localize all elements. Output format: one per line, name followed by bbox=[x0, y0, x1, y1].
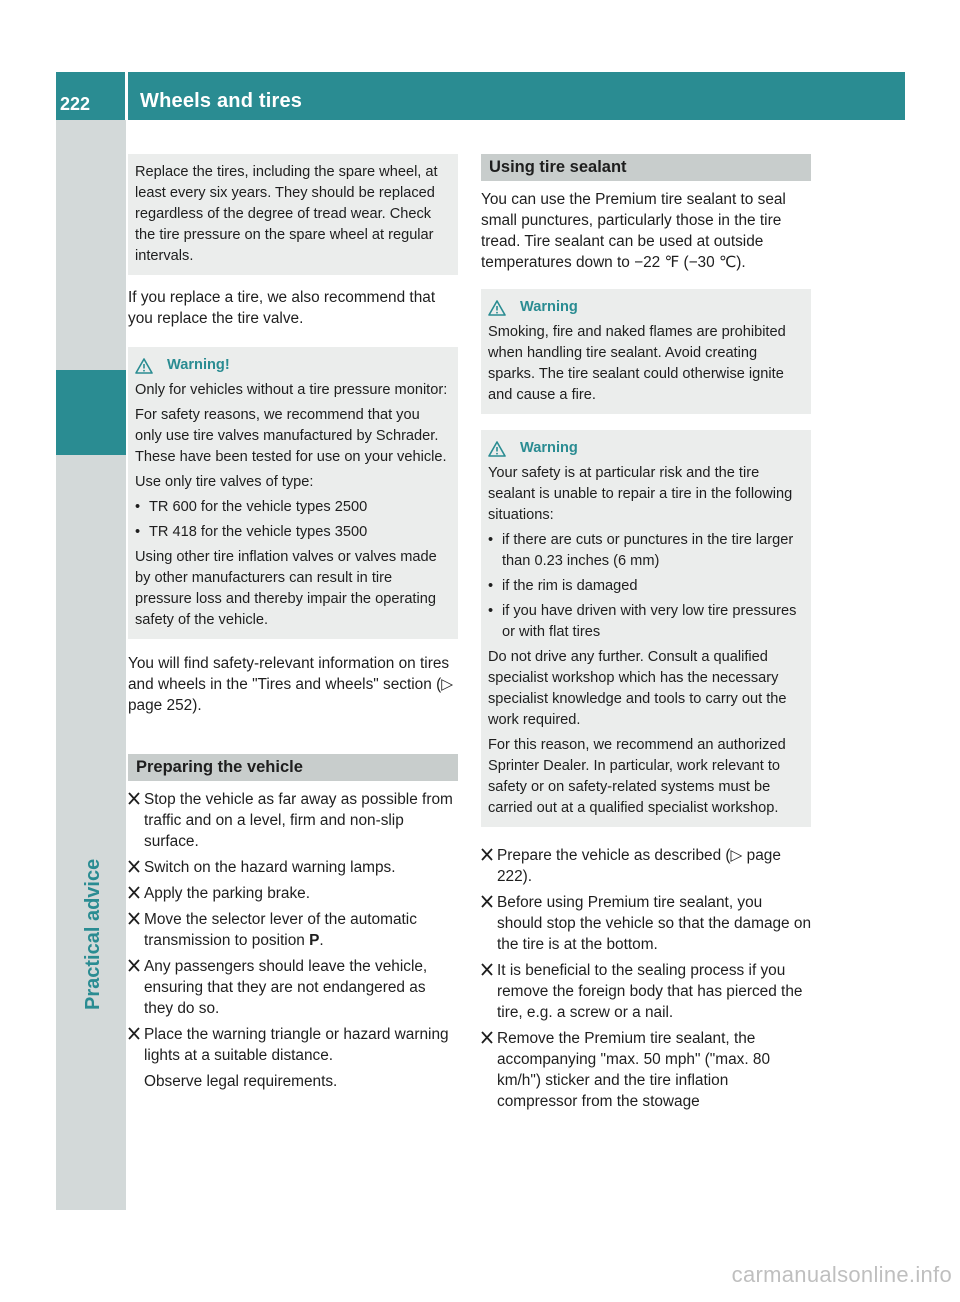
warning-box-valves bbox=[128, 347, 458, 639]
warning-text: For safety reasons, we recommend that you only use tire valves manufactured by Schrader. These have been tested for use on your vehicle. bbox=[135, 407, 447, 465]
bullet-item: • TR 418 for the vehicle types 3500 bbox=[135, 524, 368, 540]
header-divider bbox=[125, 72, 128, 120]
step-item: Place the warning triangle or hazard warning lights at a suitable distance. bbox=[128, 1024, 458, 1066]
step-x-icon bbox=[481, 963, 493, 976]
step-item: Stop the vehicle as far away as possible from traffic and on a level, firm and non-slip surface. bbox=[128, 789, 458, 852]
step-x-icon bbox=[481, 848, 493, 861]
step-item: It is beneficial to the sealing process if you remove the foreign body that has pierced the tire, e.g. a screw or a nail. bbox=[481, 960, 811, 1023]
warning-triangle-icon bbox=[488, 441, 506, 457]
right-column bbox=[481, 154, 811, 1117]
step-item: Any passengers should leave the vehicle, ensuring that they are not endangered as they do so. bbox=[128, 956, 458, 1019]
left-column bbox=[128, 154, 458, 1092]
side-tab-marker bbox=[56, 370, 126, 455]
warning-text: Do not drive any further. Consult a qualified specialist workshop which has the necessary specialist knowledge and tools to carry out the work required. bbox=[488, 649, 787, 728]
step-x-icon bbox=[128, 860, 140, 873]
warning-triangle-icon bbox=[135, 358, 153, 374]
section-heading-sealant: Using tire sealant bbox=[481, 154, 811, 181]
warning-text: Your safety is at particular risk and the tire sealant is unable to repair a tire in the following situations: bbox=[488, 465, 793, 523]
valve-paragraph: If you replace a tire, we also recommend that you replace the tire valve. bbox=[128, 289, 436, 327]
warning-title: Warning bbox=[488, 297, 803, 318]
info-paragraph: You will find safety-relevant information on tires and wheels in the "Tires and wheels" section (▷ page 252). bbox=[128, 655, 454, 714]
warning-text: Smoking, fire and naked flames are prohibited when handling tire sealant. Avoid creating sparks. The tire sealant could otherwise ignite and cause a fire. bbox=[488, 324, 786, 403]
warning-text: Use only tire valves of type: bbox=[135, 474, 314, 490]
step-x-icon bbox=[481, 1031, 493, 1044]
warning-title: Warning bbox=[488, 438, 803, 459]
intro-box bbox=[128, 154, 458, 275]
step-item: Remove the Premium tire sealant, the accompanying "max. 50 mph" ("max. 80 km/h") sticker and the tire inflation compressor from the stowage bbox=[481, 1028, 811, 1112]
section-heading-preparing: Preparing the vehicle bbox=[128, 754, 458, 781]
step-item: Before using Premium tire sealant, you should stop the vehicle so that the damage on the tire is at the bottom. bbox=[481, 892, 811, 955]
step-item: Switch on the hazard warning lamps. bbox=[128, 857, 458, 878]
step-item: Prepare the vehicle as described (▷ page 222). bbox=[481, 845, 811, 887]
warning-box-fire bbox=[481, 289, 811, 414]
step-x-icon bbox=[128, 792, 140, 805]
warning-box-limits bbox=[481, 430, 811, 827]
step-item: Apply the parking brake. bbox=[128, 883, 458, 904]
step-note: Observe legal requirements. bbox=[144, 1073, 338, 1090]
page-title: Wheels and tires bbox=[140, 90, 303, 112]
step-x-icon bbox=[481, 895, 493, 908]
bullet-item: • if the rim is damaged bbox=[488, 578, 638, 594]
side-tab-label: Practical advice bbox=[82, 858, 104, 1010]
sealant-intro: You can use the Premium tire sealant to seal small punctures, particularly those in the tire tread. Tire sealant can be used at outside temperatures down to −22 ℉ (−30 ℃). bbox=[481, 191, 786, 271]
bullet-item: • if you have driven with very low tire pressures or with flat tires bbox=[488, 603, 797, 640]
bullet-item: • if there are cuts or punctures in the tire larger than 0.23 inches (6 mm) bbox=[488, 532, 794, 569]
step-x-icon bbox=[128, 912, 140, 925]
warning-text: For this reason, we recommend an authorized Sprinter Dealer. In particular, work relevant to safety or on safety-related systems must be carried out at a qualified specialist workshop. bbox=[488, 737, 786, 816]
step-item: Move the selector lever of the automatic transmission to position P. bbox=[128, 909, 458, 951]
intro-box-text: Replace the tires, including the spare wheel, at least every six years. They should be replaced regardless of the degree of tread wear. Check the tire pressure on the spare wheel at regular intervals. bbox=[135, 164, 438, 264]
watermark: carmanualsonline.info bbox=[731, 1262, 952, 1287]
page-number: 222 bbox=[60, 94, 91, 114]
step-x-icon bbox=[128, 959, 140, 972]
bullet-item: • TR 600 for the vehicle types 2500 bbox=[135, 499, 368, 515]
warning-text: Using other tire inflation valves or valves made by other manufacturers can result in tire pressure loss and thereby impair the operating safety of the vehicle. bbox=[135, 549, 437, 628]
step-x-icon bbox=[128, 1027, 140, 1040]
step-x-icon bbox=[128, 886, 140, 899]
sealant-steps bbox=[481, 845, 811, 1112]
warning-text: Only for vehicles without a tire pressure monitor: bbox=[135, 382, 448, 398]
warning-title: Warning! bbox=[135, 355, 450, 376]
warning-triangle-icon bbox=[488, 300, 506, 316]
